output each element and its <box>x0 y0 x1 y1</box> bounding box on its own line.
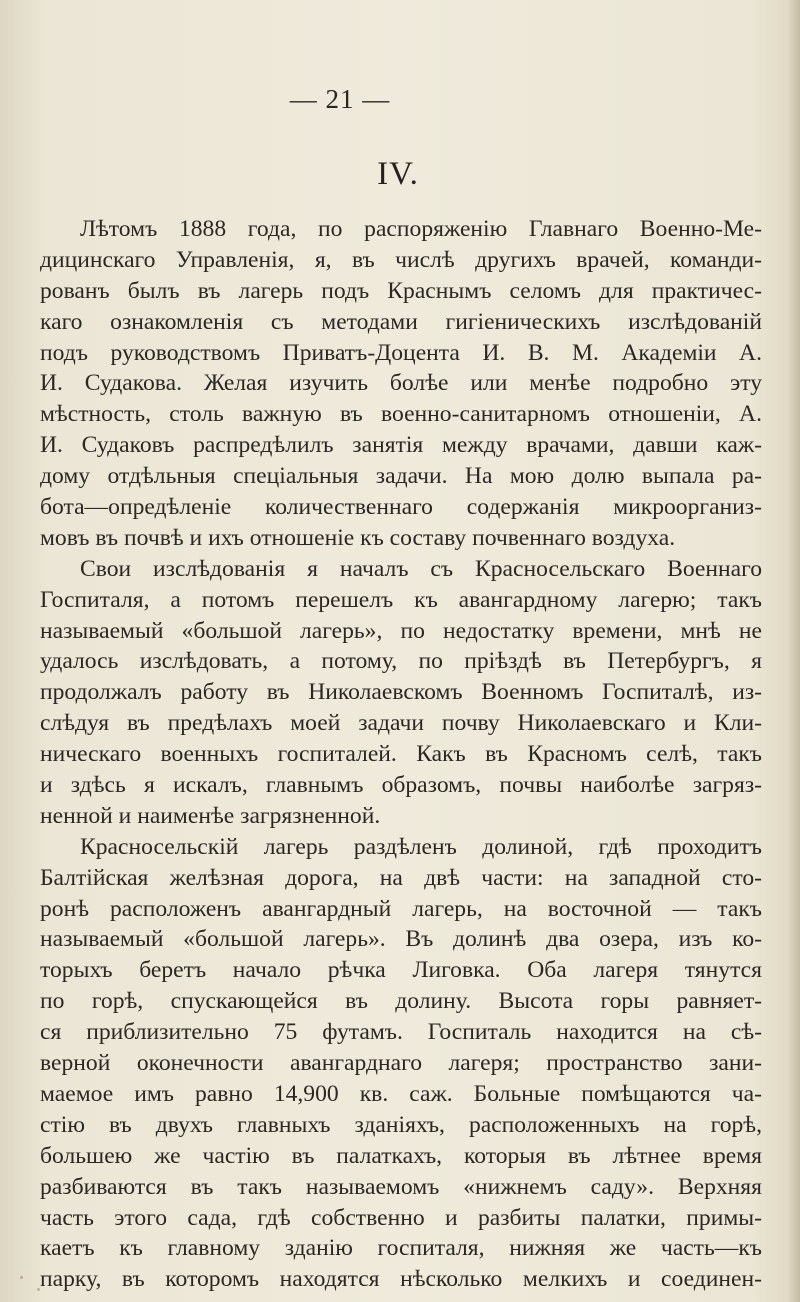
text-line: парку, въ которомъ находятся нѣсколько мелкихъ и соединен- <box>40 1266 762 1293</box>
text-line: дому отдѣльныя спеціальныя задачи. На мою долю выпала ра- <box>40 463 762 490</box>
text-line: И. Судаковъ распредѣлилъ занятія между врачами, давши каж- <box>40 432 762 459</box>
text-line: Балтійская желѣзная дорога, на двѣ части: на западной сто- <box>40 864 762 891</box>
text-line: дицинскаго Управленія, я, въ числѣ другихъ врачей, команди- <box>40 246 762 273</box>
text-line: Красносельскій лагерь раздѣленъ долиной, гдѣ проходитъ <box>80 833 762 860</box>
text-line: по горѣ, спускающейся въ долину. Высота горы равняет- <box>40 988 762 1015</box>
text-line: И. Судакова. Желая изучить болѣе или менѣе подробно эту <box>40 370 762 397</box>
text-line: Свои изслѣдованія я началъ съ Красносельскаго Военнаго <box>80 555 762 582</box>
text-line: маемое имъ равно 14,900 кв. саж. Больные помѣщаются ча- <box>40 1080 762 1107</box>
text-line: Лѣтомъ 1888 года, по распоряженію Главнаго Военно-Ме- <box>80 216 762 242</box>
text-line: торыхъ беретъ начало рѣчка Лиговка. Оба лагеря тянутся <box>40 957 762 984</box>
text-line: часть этого сада, гдѣ собственно и разбиты палатки, примы- <box>40 1204 762 1231</box>
text-line: большею же частію въ палаткахъ, которыя въ лѣтнее время <box>40 1142 762 1169</box>
text-line: рованъ былъ въ лагерь подъ Краснымъ селомъ для практичес- <box>40 277 762 304</box>
page-number: — 21 — <box>289 84 391 114</box>
text-line: ническаго военныхъ госпиталей. Какъ въ Красномъ селѣ, такъ <box>40 741 762 768</box>
text-line: ронѣ расположенъ авангардный лагерь, на восточной — такъ <box>40 895 762 922</box>
paper-speck <box>37 1288 40 1291</box>
text-line: верной оконечности авангарднаго лагеря; пространство зани- <box>40 1050 762 1077</box>
text-line: каго ознакомленія съ методами гигіеническихъ изслѣдованій <box>40 308 762 335</box>
section-heading: IV. <box>377 156 419 192</box>
text-line: удалось изслѣдовать, а потому, по пріѣздѣ въ Петербургъ, я <box>40 648 762 675</box>
text-line: мѣстность, столь важную въ военно-санитарномъ отношеніи, А. <box>40 401 762 428</box>
text-line: называемый «большой лагерь». Въ долинѣ два озера, изъ ко- <box>40 926 762 953</box>
text-line: ся приблизительно 75 футамъ. Госпиталь находится на сѣ- <box>40 1019 762 1046</box>
text-line: слѣдуя въ предѣлахъ моей задачи почву Николаевскаго и Кли- <box>40 710 762 737</box>
text-line: стію въ двухъ главныхъ зданіяхъ, расположенныхъ на горѣ, <box>40 1111 762 1138</box>
text-line: называемый «большой лагерь», по недостатку времени, мнѣ не <box>40 617 762 644</box>
text-line: каетъ къ главному зданію госпиталя, нижняя же часть—къ <box>40 1235 762 1262</box>
body-text <box>40 214 762 1295</box>
paper-speck <box>20 1276 23 1279</box>
text-line: подъ руководствомъ Приватъ-Доцента И. В. М. Академіи А. <box>40 339 762 366</box>
text-line: продолжалъ работу въ Николаевскомъ Военномъ Госпиталѣ, из- <box>40 679 762 706</box>
text-line: бота—опредѣленіе количественнаго содержанія микроорганиз- <box>40 494 762 521</box>
text-line: мовъ въ почвѣ и ихъ отношеніе къ составу почвеннаго воздуха. <box>40 524 676 551</box>
text-line: разбиваются въ такъ называемомъ «нижнемъ саду». Верхняя <box>40 1173 762 1200</box>
text-line: ненной и наименѣе загрязненной. <box>40 802 381 829</box>
page-edge-shadow <box>788 0 800 1302</box>
text-line: Госпиталя, а потомъ перешелъ къ авангардному лагерю; такъ <box>40 586 762 613</box>
text-line: и здѣсь я искалъ, главнымъ образомъ, почвы наиболѣе загряз- <box>40 772 762 799</box>
